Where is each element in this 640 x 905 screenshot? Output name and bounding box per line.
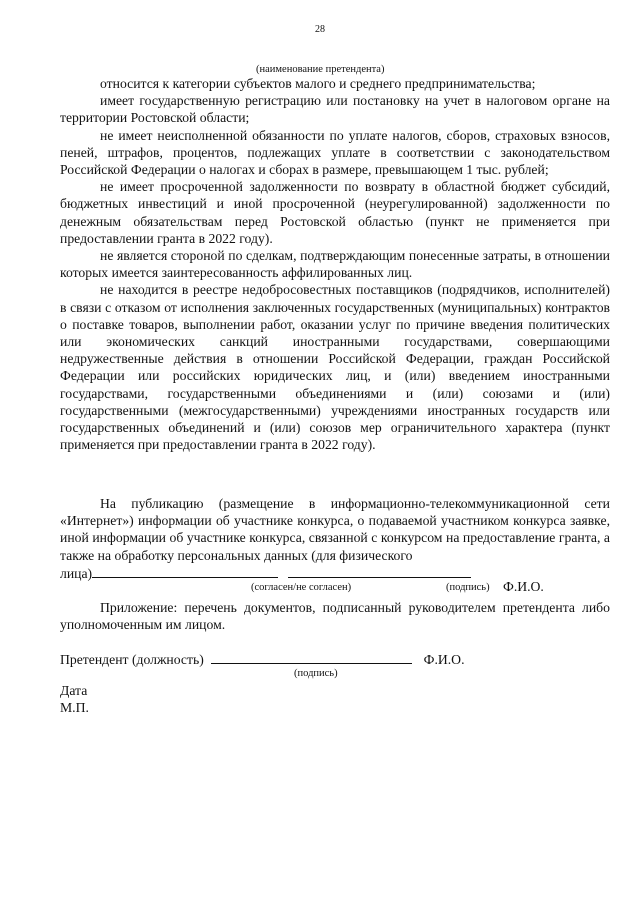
consent-signature-caption: (подпись) (446, 582, 490, 593)
consent-end-text: лица) (60, 566, 93, 581)
applicant-signature-caption: (подпись) (294, 668, 338, 679)
requirements-list (60, 75, 610, 453)
date-label: Дата (60, 683, 88, 698)
applicant-fio: Ф.И.О. (423, 652, 465, 667)
requirement-tax-registration: имеет государственную регистрацию или постановку на учет в налоговом органе на территории Ростовской области; (60, 93, 610, 126)
consent-paragraph: На публикацию (размещение в информационно-телекоммуникационной сети «Интернет») информации об участнике конкурса, о подаваемой участником конкурса заявке, иной информации об участнике конкурса, связанной с конкурсом на предоставление гранта, а также на обработку персональных данных (для физического (60, 496, 610, 563)
stamp-label: М.П. (60, 700, 89, 715)
applicant-signature-blank[interactable] (211, 650, 412, 664)
page-number: 28 (315, 24, 325, 35)
consent-blank[interactable] (92, 564, 278, 578)
consent-signature-blank[interactable] (288, 564, 471, 578)
applicant-name-caption: (наименование претендента) (256, 64, 385, 75)
consent-fio: Ф.И.О. (503, 579, 544, 594)
appendix-section (60, 599, 610, 633)
requirement-no-tax-debt: не имеет неисполненной обязанности по уплате налогов, сборов, страховых взносов, пеней, штрафов, процентов, подлежащих уплате в соответствии с законодательством Российской Федерации о налогах и сборах в размере, превышающем 1 тыс. рублей; (60, 127, 610, 178)
requirement-no-overdue-debt: не имеет просроченной задолженности по возврату в областной бюджет субсидий, бюджетных инвестиций и иной просроченной (неурегулированной) задолженности по денежным обязательствам перед Ростовской областью (пункт не применяется при предоставлении гранта в 2022 году). (60, 179, 610, 246)
consent-section (60, 495, 610, 564)
requirement-sme-category: относится к категории субъектов малого и среднего предпринимательства; (100, 76, 536, 91)
requirement-no-affiliated-deals: не является стороной по сделкам, подтверждающим понесенные затраты, в отношении которых имеется заинтересованность аффилированных лиц. (60, 248, 610, 281)
consent-caption: (согласен/не согласен) (251, 582, 352, 593)
applicant-line (60, 650, 465, 668)
appendix-paragraph: Приложение: перечень документов, подписанный руководителем претендента либо уполномоченным им лицом. (60, 600, 610, 633)
consent-line (60, 564, 278, 582)
applicant-position-label: Претендент (должность) (60, 652, 204, 667)
requirement-not-in-registry: не находится в реестре недобросовестных поставщиков (подрядчиков, исполнителей) в связи с отказом от исполнения заключенных государственных (муниципальных) контрактов о поставке товаров, выполнении работ, оказании услуг по причине введения политических или экономических санкций иностранными государствами, совершающими недружественные действия в отношении Российской Федерации, граждан Российской Федерации или российских юридических лиц, и (или) введением иностранными государствами, государственными объединениями и (или) союзами и (или) государственными (межгосударственными) учреждениями иностранных государств или государственных объединений и (или) союзов мер ограничительного характера (пункт применяется при предоставлении гранта в 2022 году). (60, 282, 610, 453)
